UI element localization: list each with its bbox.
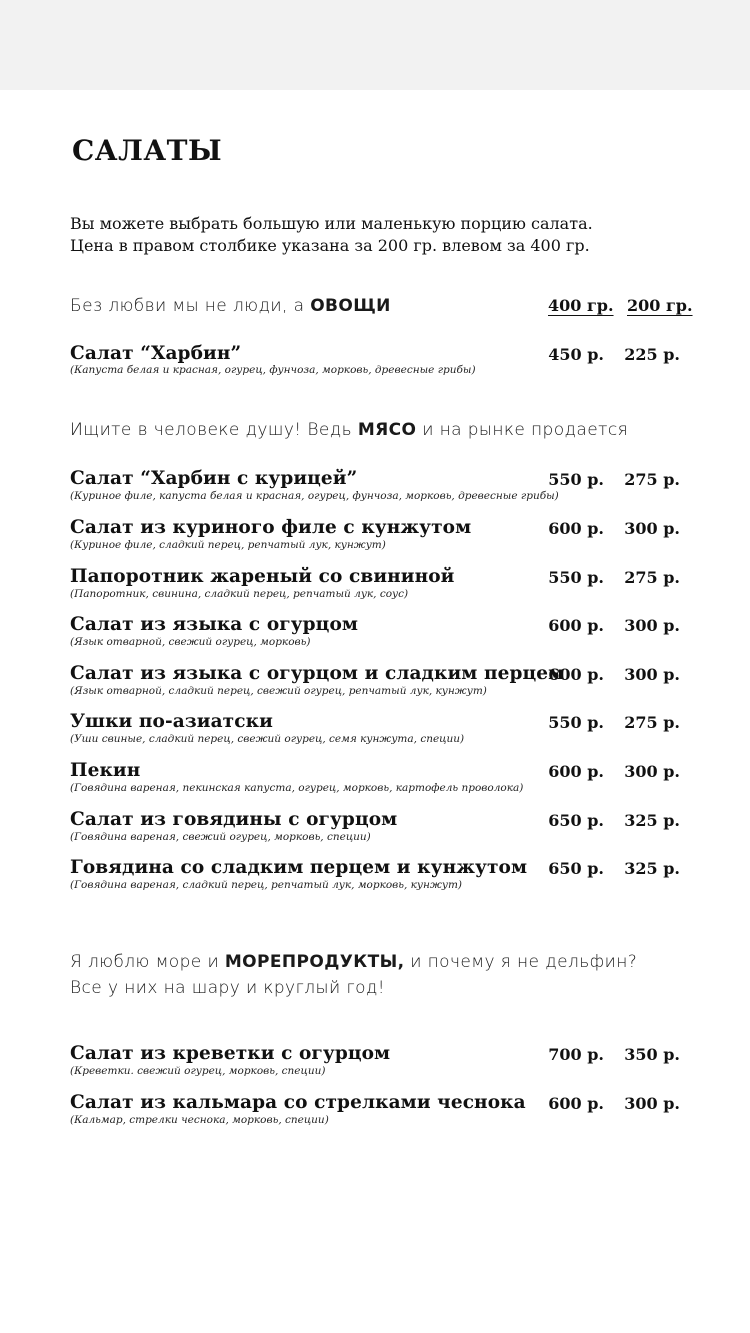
item-description: (Говядина вареная, пекинская капуста, огурец, морковь, картофель проволока) [70, 782, 524, 794]
item-price-400: 600 р. [548, 616, 604, 635]
item-price-400: 450 р. [548, 345, 604, 364]
item-description: (Куриное филе, капуста белая и красная, огурец, фунчоза, морковь, древесные грибы) [70, 490, 559, 502]
item-price-400: 550 р. [548, 568, 604, 587]
top-margin [0, 0, 750, 90]
intro-line-2: Цена в правом столбике указана за 200 гр. влевом за 400 гр. [70, 236, 590, 255]
item-name: Салат из языка с огурцом [70, 614, 359, 635]
item-price-400: 600 р. [548, 1094, 604, 1113]
item-name: Говядина со сладким перцем и кунжутом [70, 857, 528, 878]
item-description: (Язык отварной, сладкий перец, свежий огурец, репчатый лук, кунжут) [70, 685, 487, 697]
item-description: (Язык отварной, свежий огурец, морковь) [70, 636, 311, 648]
item-price-200: 225 р. [624, 345, 680, 364]
item-price-200: 350 р. [624, 1045, 680, 1064]
item-price-200: 325 р. [624, 811, 680, 830]
item-price-200: 275 р. [624, 568, 680, 587]
section-heading-vegetables: Без любви мы не люди, а ОВОЩИ [70, 296, 391, 316]
item-price-400: 600 р. [548, 665, 604, 684]
item-name: Салат “Харбин” [70, 343, 242, 364]
item-description: (Креветки. свежий огурец, морковь, специи) [70, 1065, 326, 1077]
item-price-200: 325 р. [624, 859, 680, 878]
item-name: Салат из креветки с огурцом [70, 1043, 391, 1064]
section-heading-meat: Ищите в человеке душу! Ведь МЯСО и на рынке продается [70, 420, 629, 440]
item-description: (Говядина вареная, свежий огурец, морковь, специи) [70, 831, 371, 843]
item-price-200: 300 р. [624, 1094, 680, 1113]
item-description: (Говядина вареная, сладкий перец, репчатый лук, морковь, кунжут) [70, 879, 463, 891]
item-price-400: 550 р. [548, 713, 604, 732]
item-price-400: 600 р. [548, 762, 604, 781]
item-description: (Папоротник, свинина, сладкий перец, репчатый лук, соус) [70, 588, 409, 600]
item-name: Салат “Харбин с курицей” [70, 468, 358, 489]
item-price-200: 275 р. [624, 470, 680, 489]
section-heading-seafood-line-2: Все у них на шару и круглый год! [70, 978, 386, 998]
item-name: Салат из кальмара со стрелками чеснока [70, 1092, 526, 1113]
item-name: Салат из языка с огурцом и сладким перцем [70, 663, 565, 684]
item-price-200: 300 р. [624, 616, 680, 635]
item-price-200: 300 р. [624, 762, 680, 781]
item-price-200: 275 р. [624, 713, 680, 732]
page-title: САЛАТЫ [72, 134, 223, 167]
item-description: (Кальмар, стрелки чеснока, морковь, специи) [70, 1114, 329, 1126]
column-header-400: 400 гр. [548, 296, 614, 315]
item-price-400: 650 р. [548, 859, 604, 878]
item-name: Ушки по-азиатски [70, 711, 273, 732]
column-header-200: 200 гр. [627, 296, 693, 315]
item-price-400: 550 р. [548, 470, 604, 489]
item-name: Пекин [70, 760, 141, 781]
item-name: Салат из говядины с огурцом [70, 809, 398, 830]
item-price-200: 300 р. [624, 519, 680, 538]
item-name: Салат из куриного филе с кунжутом [70, 517, 472, 538]
item-price-400: 600 р. [548, 519, 604, 538]
item-price-400: 700 р. [548, 1045, 604, 1064]
intro-line-1: Вы можете выбрать большую или маленькую порцию салата. [70, 214, 593, 233]
item-name: Папоротник жареный со свининой [70, 566, 455, 587]
item-description: (Уши свиные, сладкий перец, свежий огурец, семя кунжута, специи) [70, 733, 465, 745]
item-price-400: 650 р. [548, 811, 604, 830]
section-heading-seafood: Я люблю море и МОРЕПРОДУКТЫ, и почему я не дельфин? [70, 952, 638, 972]
item-price-200: 300 р. [624, 665, 680, 684]
item-description: (Капуста белая и красная, огурец, фунчоза, морковь, древесные грибы) [70, 364, 476, 376]
item-description: (Куриное филе, сладкий перец, репчатый лук, кунжут) [70, 539, 386, 551]
